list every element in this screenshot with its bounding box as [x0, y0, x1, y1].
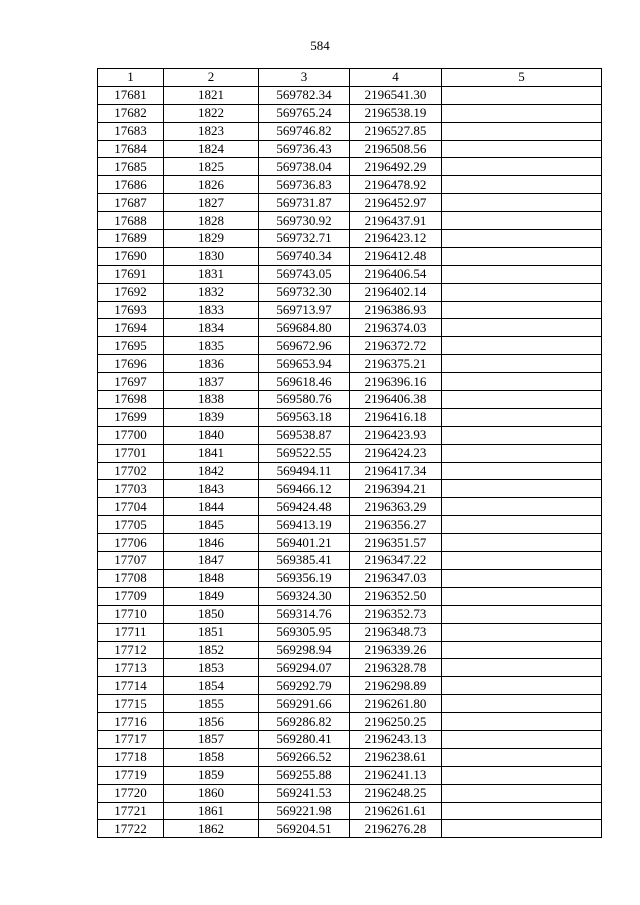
table-header-row	[98, 69, 602, 87]
table-cell-col-3: 569618.46	[259, 373, 350, 391]
table-cell-col-5	[442, 623, 602, 641]
table-row	[98, 355, 602, 373]
table-cell-col-1: 17714	[98, 677, 164, 695]
table-cell-col-1: 17711	[98, 623, 164, 641]
table-row	[98, 301, 602, 319]
table-cell-col-2: 1852	[164, 641, 259, 659]
table-cell-col-1: 17703	[98, 480, 164, 498]
table-row	[98, 730, 602, 748]
table-cell-col-3: 569746.82	[259, 122, 350, 140]
table-cell-col-3: 569324.30	[259, 587, 350, 605]
table-cell-col-1: 17683	[98, 122, 164, 140]
table-cell-col-2: 1855	[164, 695, 259, 713]
table-cell-col-2: 1829	[164, 230, 259, 248]
table-cell-col-1: 17698	[98, 391, 164, 409]
table-cell-col-4: 2196241.13	[350, 766, 442, 784]
table-cell-col-2: 1846	[164, 534, 259, 552]
table-cell-col-4: 2196372.72	[350, 337, 442, 355]
table-cell-col-4: 2196356.27	[350, 516, 442, 534]
table-cell-col-4: 2196437.91	[350, 212, 442, 230]
table-cell-col-4: 2196423.12	[350, 230, 442, 248]
table-cell-col-5	[442, 552, 602, 570]
table-cell-col-5	[442, 122, 602, 140]
table-cell-col-1: 17708	[98, 569, 164, 587]
table-cell-col-2: 1854	[164, 677, 259, 695]
table-cell-col-3: 569466.12	[259, 480, 350, 498]
table-row	[98, 86, 602, 104]
table-row	[98, 498, 602, 516]
table-cell-col-4: 2196452.97	[350, 194, 442, 212]
table-cell-col-1: 17712	[98, 641, 164, 659]
table-cell-col-5	[442, 301, 602, 319]
table-cell-col-2: 1826	[164, 176, 259, 194]
table-cell-col-5	[442, 462, 602, 480]
table-row	[98, 104, 602, 122]
table-cell-col-2: 1832	[164, 283, 259, 301]
table-cell-col-1: 17719	[98, 766, 164, 784]
table-cell-col-4: 2196492.29	[350, 158, 442, 176]
table-cell-col-3: 569743.05	[259, 265, 350, 283]
table-cell-col-3: 569740.34	[259, 247, 350, 265]
table-cell-col-2: 1859	[164, 766, 259, 784]
table-cell-col-5	[442, 194, 602, 212]
table-cell-col-2: 1845	[164, 516, 259, 534]
table-cell-col-5	[442, 587, 602, 605]
table-cell-col-1: 17687	[98, 194, 164, 212]
table-cell-col-2: 1861	[164, 802, 259, 820]
table-cell-col-5	[442, 230, 602, 248]
table-cell-col-4: 2196243.13	[350, 730, 442, 748]
table-row	[98, 587, 602, 605]
table-cell-col-4: 2196363.29	[350, 498, 442, 516]
table-cell-col-5	[442, 104, 602, 122]
table-cell-col-2: 1825	[164, 158, 259, 176]
table-row	[98, 552, 602, 570]
column-header-5: 5	[442, 69, 602, 87]
table-row	[98, 748, 602, 766]
table-cell-col-3: 569736.83	[259, 176, 350, 194]
table-cell-col-5	[442, 498, 602, 516]
table-cell-col-2: 1843	[164, 480, 259, 498]
table-row	[98, 695, 602, 713]
table-row	[98, 713, 602, 731]
table-cell-col-1: 17694	[98, 319, 164, 337]
table-cell-col-5	[442, 677, 602, 695]
table-cell-col-4: 2196374.03	[350, 319, 442, 337]
table-cell-col-5	[442, 748, 602, 766]
table-cell-col-5	[442, 373, 602, 391]
table-cell-col-5	[442, 319, 602, 337]
table-row	[98, 337, 602, 355]
table-cell-col-1: 17716	[98, 713, 164, 731]
table-cell-col-3: 569765.24	[259, 104, 350, 122]
table-row	[98, 677, 602, 695]
table-cell-col-5	[442, 86, 602, 104]
table-cell-col-1: 17690	[98, 247, 164, 265]
table-cell-col-1: 17713	[98, 659, 164, 677]
table-cell-col-4: 2196406.38	[350, 391, 442, 409]
table-cell-col-1: 17706	[98, 534, 164, 552]
table-cell-col-2: 1850	[164, 605, 259, 623]
table-cell-col-4: 2196538.19	[350, 104, 442, 122]
table-row	[98, 480, 602, 498]
table-cell-col-4: 2196394.21	[350, 480, 442, 498]
table-cell-col-3: 569401.21	[259, 534, 350, 552]
table-cell-col-4: 2196541.30	[350, 86, 442, 104]
table-row	[98, 265, 602, 283]
column-header-2: 2	[164, 69, 259, 87]
table-row	[98, 444, 602, 462]
table-cell-col-2: 1831	[164, 265, 259, 283]
table-cell-col-2: 1824	[164, 140, 259, 158]
table-cell-col-4: 2196375.21	[350, 355, 442, 373]
table-cell-col-4: 2196402.14	[350, 283, 442, 301]
table-cell-col-5	[442, 158, 602, 176]
table-cell-col-3: 569291.66	[259, 695, 350, 713]
table-cell-col-4: 2196406.54	[350, 265, 442, 283]
table-cell-col-1: 17707	[98, 552, 164, 570]
table-cell-col-5	[442, 355, 602, 373]
table-cell-col-2: 1822	[164, 104, 259, 122]
table-cell-col-3: 569494.11	[259, 462, 350, 480]
table-cell-col-2: 1837	[164, 373, 259, 391]
table-cell-col-1: 17681	[98, 86, 164, 104]
table-row	[98, 319, 602, 337]
table-row	[98, 194, 602, 212]
table-cell-col-3: 569305.95	[259, 623, 350, 641]
table-cell-col-4: 2196261.61	[350, 802, 442, 820]
table-row	[98, 766, 602, 784]
table-cell-col-3: 569280.41	[259, 730, 350, 748]
table-cell-col-5	[442, 283, 602, 301]
table-row	[98, 140, 602, 158]
table-cell-col-2: 1857	[164, 730, 259, 748]
table-cell-col-5	[442, 516, 602, 534]
table-cell-col-5	[442, 176, 602, 194]
table-cell-col-4: 2196527.85	[350, 122, 442, 140]
table-cell-col-2: 1862	[164, 820, 259, 838]
table-cell-col-3: 569413.19	[259, 516, 350, 534]
table-cell-col-3: 569221.98	[259, 802, 350, 820]
table-cell-col-4: 2196339.26	[350, 641, 442, 659]
table-cell-col-3: 569538.87	[259, 426, 350, 444]
table-cell-col-3: 569684.80	[259, 319, 350, 337]
table-cell-col-2: 1833	[164, 301, 259, 319]
table-cell-col-5	[442, 641, 602, 659]
table-cell-col-1: 17701	[98, 444, 164, 462]
table-cell-col-3: 569580.76	[259, 391, 350, 409]
table-row	[98, 534, 602, 552]
table-cell-col-1: 17722	[98, 820, 164, 838]
table-row	[98, 408, 602, 426]
table-cell-col-4: 2196423.93	[350, 426, 442, 444]
table-row	[98, 462, 602, 480]
table-cell-col-2: 1858	[164, 748, 259, 766]
table-cell-col-1: 17696	[98, 355, 164, 373]
table-cell-col-1: 17720	[98, 784, 164, 802]
coordinates-table	[97, 68, 602, 838]
table-cell-col-2: 1828	[164, 212, 259, 230]
table-row	[98, 516, 602, 534]
table-cell-col-5	[442, 480, 602, 498]
table-cell-col-1: 17688	[98, 212, 164, 230]
table-cell-col-3: 569732.30	[259, 283, 350, 301]
table-cell-col-3: 569356.19	[259, 569, 350, 587]
table-cell-col-4: 2196298.89	[350, 677, 442, 695]
table-cell-col-1: 17702	[98, 462, 164, 480]
table-cell-col-5	[442, 391, 602, 409]
table-cell-col-4: 2196351.57	[350, 534, 442, 552]
table-cell-col-1: 17693	[98, 301, 164, 319]
table-cell-col-1: 17718	[98, 748, 164, 766]
table-cell-col-2: 1835	[164, 337, 259, 355]
table-cell-col-2: 1849	[164, 587, 259, 605]
table-cell-col-5	[442, 408, 602, 426]
table-row	[98, 569, 602, 587]
table-cell-col-2: 1860	[164, 784, 259, 802]
table-row	[98, 283, 602, 301]
table-cell-col-5	[442, 534, 602, 552]
table-cell-col-4: 2196276.28	[350, 820, 442, 838]
table-row	[98, 426, 602, 444]
table-cell-col-5	[442, 426, 602, 444]
table-row	[98, 784, 602, 802]
table-cell-col-1: 17691	[98, 265, 164, 283]
table-cell-col-4: 2196250.25	[350, 713, 442, 731]
table-cell-col-1: 17699	[98, 408, 164, 426]
table-cell-col-5	[442, 730, 602, 748]
table-row	[98, 176, 602, 194]
table-cell-col-4: 2196347.22	[350, 552, 442, 570]
table-cell-col-1: 17689	[98, 230, 164, 248]
table-cell-col-3: 569731.87	[259, 194, 350, 212]
table-row	[98, 247, 602, 265]
table-cell-col-5	[442, 802, 602, 820]
table-cell-col-3: 569563.18	[259, 408, 350, 426]
table-cell-col-4: 2196478.92	[350, 176, 442, 194]
table-cell-col-5	[442, 140, 602, 158]
table-cell-col-3: 569424.48	[259, 498, 350, 516]
table-cell-col-2: 1856	[164, 713, 259, 731]
table-cell-col-3: 569782.34	[259, 86, 350, 104]
table-cell-col-2: 1844	[164, 498, 259, 516]
table-cell-col-1: 17695	[98, 337, 164, 355]
table-cell-col-3: 569286.82	[259, 713, 350, 731]
table-cell-col-4: 2196352.50	[350, 587, 442, 605]
table-cell-col-3: 569204.51	[259, 820, 350, 838]
table-cell-col-3: 569255.88	[259, 766, 350, 784]
column-header-1: 1	[98, 69, 164, 87]
table-cell-col-5	[442, 569, 602, 587]
table-row	[98, 373, 602, 391]
table-cell-col-4: 2196424.23	[350, 444, 442, 462]
table-row	[98, 820, 602, 838]
table-cell-col-4: 2196261.80	[350, 695, 442, 713]
table-cell-col-3: 569732.71	[259, 230, 350, 248]
table-row	[98, 230, 602, 248]
table-cell-col-4: 2196328.78	[350, 659, 442, 677]
table-cell-col-2: 1836	[164, 355, 259, 373]
table-cell-col-2: 1842	[164, 462, 259, 480]
table-row	[98, 623, 602, 641]
column-header-4: 4	[350, 69, 442, 87]
table-cell-col-3: 569736.43	[259, 140, 350, 158]
table-cell-col-1: 17709	[98, 587, 164, 605]
table-cell-col-3: 569738.04	[259, 158, 350, 176]
table-cell-col-4: 2196396.16	[350, 373, 442, 391]
table-cell-col-4: 2196347.03	[350, 569, 442, 587]
table-cell-col-2: 1827	[164, 194, 259, 212]
table-cell-col-5	[442, 713, 602, 731]
table-cell-col-3: 569294.07	[259, 659, 350, 677]
table-cell-col-2: 1834	[164, 319, 259, 337]
table-cell-col-4: 2196352.73	[350, 605, 442, 623]
table-cell-col-2: 1830	[164, 247, 259, 265]
table-cell-col-1: 17700	[98, 426, 164, 444]
table-cell-col-1: 17704	[98, 498, 164, 516]
table-cell-col-2: 1853	[164, 659, 259, 677]
table-row	[98, 122, 602, 140]
table-cell-col-5	[442, 784, 602, 802]
table-cell-col-3: 569266.52	[259, 748, 350, 766]
table-row	[98, 802, 602, 820]
table-cell-col-2: 1839	[164, 408, 259, 426]
table-cell-col-4: 2196248.25	[350, 784, 442, 802]
table-cell-col-3: 569522.55	[259, 444, 350, 462]
table-cell-col-2: 1847	[164, 552, 259, 570]
table-cell-col-2: 1848	[164, 569, 259, 587]
table-cell-col-1: 17697	[98, 373, 164, 391]
table-cell-col-4: 2196386.93	[350, 301, 442, 319]
table-cell-col-5	[442, 695, 602, 713]
table-cell-col-3: 569653.94	[259, 355, 350, 373]
table-cell-col-2: 1821	[164, 86, 259, 104]
table-cell-col-1: 17685	[98, 158, 164, 176]
column-header-3: 3	[259, 69, 350, 87]
table-cell-col-1: 17692	[98, 283, 164, 301]
table-cell-col-4: 2196348.73	[350, 623, 442, 641]
table-cell-col-5	[442, 265, 602, 283]
table-cell-col-3: 569385.41	[259, 552, 350, 570]
table-cell-col-5	[442, 444, 602, 462]
table-cell-col-3: 569314.76	[259, 605, 350, 623]
table-cell-col-2: 1840	[164, 426, 259, 444]
table-cell-col-1: 17684	[98, 140, 164, 158]
table-row	[98, 391, 602, 409]
table-cell-col-1: 17686	[98, 176, 164, 194]
table-cell-col-3: 569241.53	[259, 784, 350, 802]
table-cell-col-3: 569713.97	[259, 301, 350, 319]
table-cell-col-2: 1841	[164, 444, 259, 462]
table-cell-col-4: 2196238.61	[350, 748, 442, 766]
table-row	[98, 212, 602, 230]
table-cell-col-1: 17705	[98, 516, 164, 534]
table-row	[98, 641, 602, 659]
table-cell-col-5	[442, 605, 602, 623]
table-row	[98, 605, 602, 623]
table-cell-col-2: 1851	[164, 623, 259, 641]
table-cell-col-5	[442, 247, 602, 265]
table-row	[98, 659, 602, 677]
table-cell-col-1: 17715	[98, 695, 164, 713]
table-cell-col-5	[442, 820, 602, 838]
table-cell-col-1: 17682	[98, 104, 164, 122]
table-cell-col-1: 17710	[98, 605, 164, 623]
table-cell-col-5	[442, 659, 602, 677]
table-cell-col-3: 569730.92	[259, 212, 350, 230]
table-cell-col-5	[442, 337, 602, 355]
table-cell-col-3: 569672.96	[259, 337, 350, 355]
table-cell-col-4: 2196417.34	[350, 462, 442, 480]
table-cell-col-4: 2196416.18	[350, 408, 442, 426]
table-cell-col-1: 17717	[98, 730, 164, 748]
table-row	[98, 158, 602, 176]
table-cell-col-4: 2196412.48	[350, 247, 442, 265]
table-cell-col-4: 2196508.56	[350, 140, 442, 158]
table-cell-col-5	[442, 766, 602, 784]
table-cell-col-1: 17721	[98, 802, 164, 820]
table-cell-col-5	[442, 212, 602, 230]
table-body	[98, 86, 602, 837]
table-cell-col-3: 569292.79	[259, 677, 350, 695]
table-cell-col-3: 569298.94	[259, 641, 350, 659]
table-cell-col-2: 1838	[164, 391, 259, 409]
table-cell-col-2: 1823	[164, 122, 259, 140]
page-number: 584	[310, 38, 330, 53]
